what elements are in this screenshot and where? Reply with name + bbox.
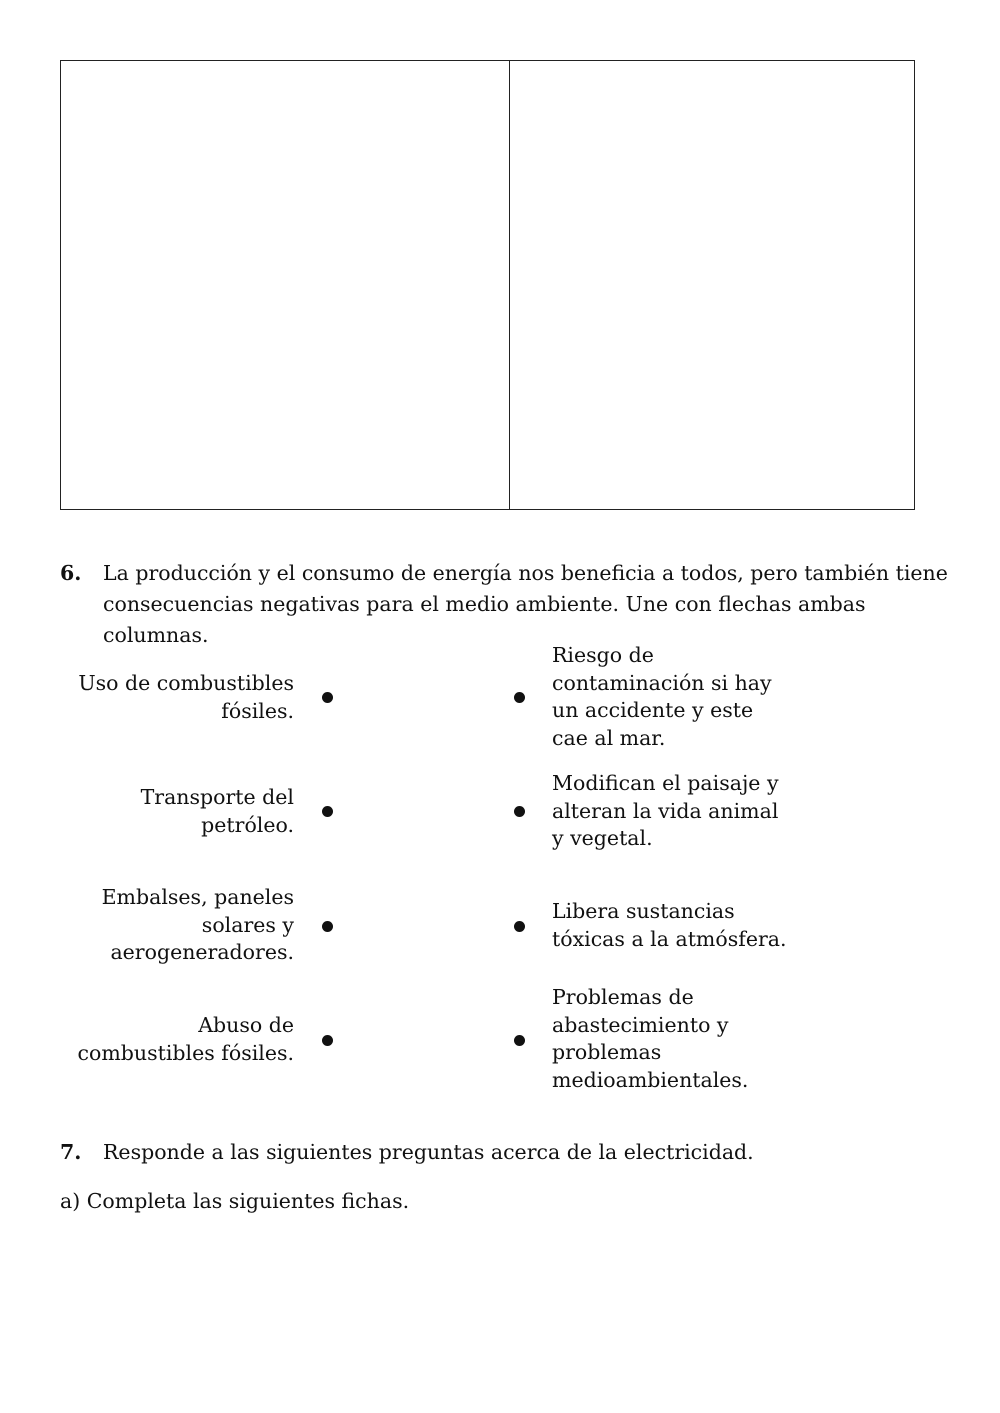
left-dot-4[interactable] xyxy=(322,1035,333,1046)
question-7 xyxy=(60,1137,960,1168)
question-6 xyxy=(60,558,960,651)
left-dot-1[interactable] xyxy=(322,692,333,703)
question-7-text: Responde a las siguientes preguntas acerca de la electricidad. xyxy=(103,1140,754,1164)
left-item-3: Embalses, paneles solares y aerogeneradores. xyxy=(101,885,294,964)
left-dot-2[interactable] xyxy=(322,806,333,817)
right-item-1: Riesgo de contaminación si hay un accidente y este cae al mar. xyxy=(552,643,772,750)
right-dot-2[interactable] xyxy=(514,806,525,817)
answer-cell-left[interactable] xyxy=(61,61,510,509)
question-7-sub-a: a) Completa las siguientes fichas. xyxy=(60,1189,410,1213)
question-7-number: 7. xyxy=(60,1140,82,1164)
right-dot-1[interactable] xyxy=(514,692,525,703)
answer-table xyxy=(60,60,915,510)
right-item-3: Libera sustancias tóxicas a la atmósfera. xyxy=(552,899,787,951)
left-item-1: Uso de combustibles fósiles. xyxy=(78,671,294,723)
question-6-text: La producción y el consumo de energía nos beneficia a todos, pero también tiene consecuencias negativas para el medio ambiente. Une con flechas ambas columnas. xyxy=(103,561,948,647)
left-item-4: Abuso de combustibles fósiles. xyxy=(77,1013,294,1065)
question-6-number: 6. xyxy=(60,561,82,585)
right-dot-3[interactable] xyxy=(514,921,525,932)
answer-cell-right[interactable] xyxy=(510,61,914,509)
left-dot-3[interactable] xyxy=(322,921,333,932)
right-item-4: Problemas de abastecimiento y problemas medioambientales. xyxy=(552,985,749,1092)
left-item-2: Transporte del petróleo. xyxy=(140,785,294,837)
right-dot-4[interactable] xyxy=(514,1035,525,1046)
right-item-2: Modifican el paisaje y alteran la vida animal y vegetal. xyxy=(552,771,779,850)
